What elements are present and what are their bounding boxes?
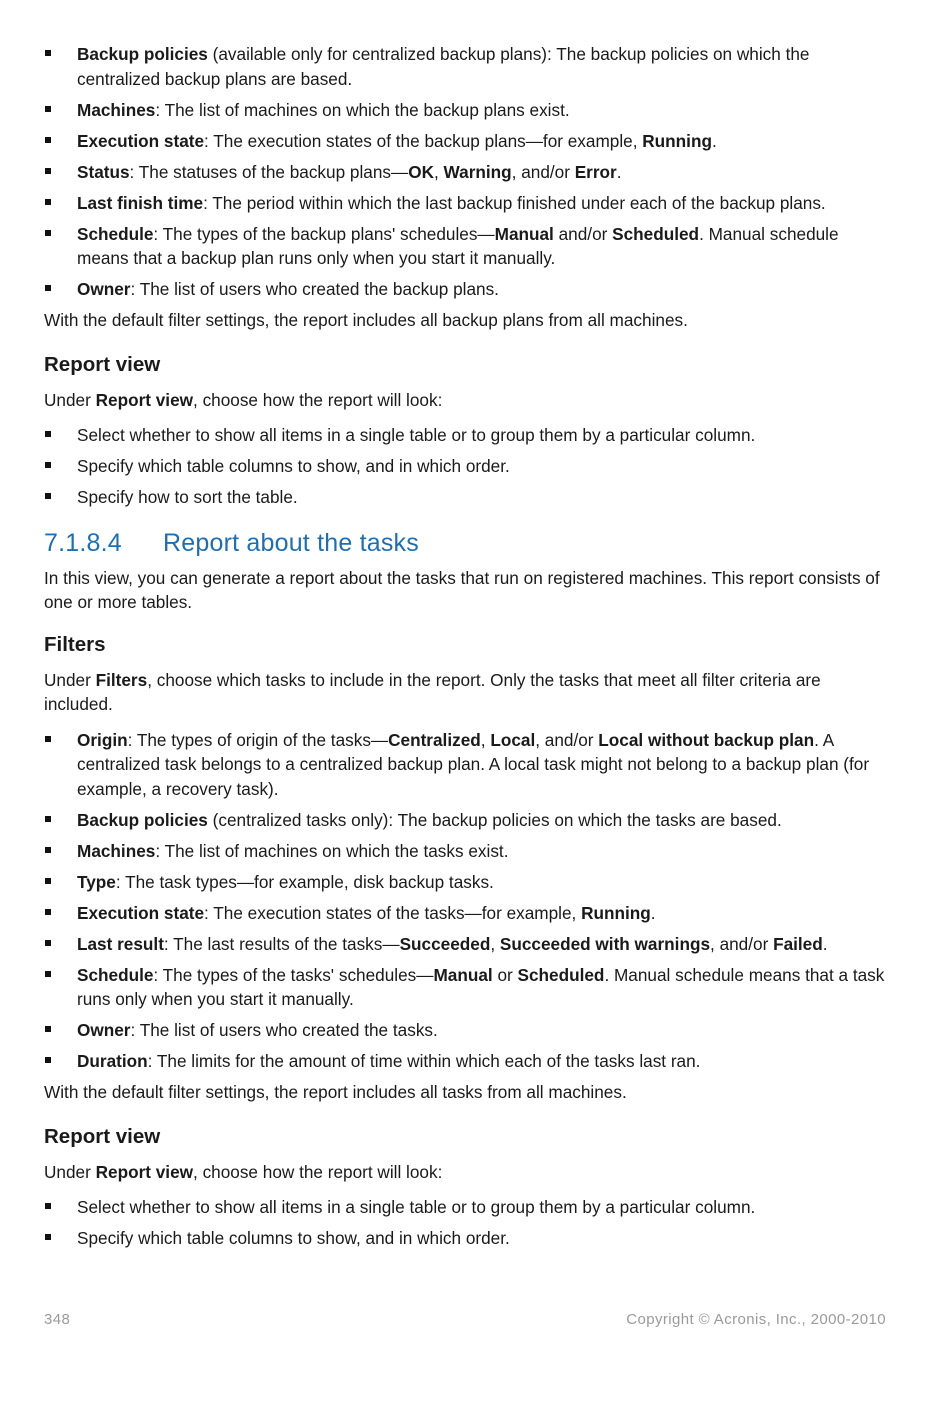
text-run: : The last results of the tasks— <box>163 933 400 954</box>
list-item <box>44 963 886 1012</box>
bold-term: Machines <box>77 840 156 861</box>
text-run: . Manual schedule means that a backup plan runs only when you start it manually. <box>77 223 839 268</box>
list-item <box>44 42 886 91</box>
list-item <box>44 277 886 302</box>
list-item <box>44 839 886 864</box>
text-run: , and/or <box>710 933 774 954</box>
copyright-notice: Copyright © Acronis, Inc., 2000-2010 <box>626 1311 886 1328</box>
bold-term: Backup policies <box>77 44 208 64</box>
text-run: . <box>711 130 717 151</box>
text-run: Under <box>44 389 96 410</box>
text-run: (available only for centralized backup plans): The backup policies on which the centralized backup plans are based. <box>77 44 810 89</box>
list-item: Specify which table columns to show, and in which order. <box>44 454 886 479</box>
list-item: Specify which table columns to show, and in which order. <box>44 1226 886 1251</box>
bold-term: Local <box>490 729 536 750</box>
bold-term: Local without backup plan <box>598 729 815 750</box>
text-run: , and/or <box>535 729 599 750</box>
list-item <box>44 901 886 926</box>
text-run: Under <box>44 669 96 690</box>
bold-term: Warning <box>443 161 512 182</box>
text-run: , <box>490 933 500 954</box>
report-view-intro-2 <box>44 1160 886 1185</box>
bold-term: Succeeded with warnings <box>499 933 711 954</box>
text-run: : The limits for the amount of time within which each of the tasks last ran. <box>147 1051 701 1071</box>
section-intro: In this view, you can generate a report about the tasks that run on registered machines. This report consists of one or more tables. <box>44 567 880 612</box>
backup-plan-filter-list <box>44 42 886 302</box>
text-run: , <box>433 161 444 182</box>
task-filter-list <box>44 728 886 1074</box>
bold-term: Last finish time <box>77 192 204 213</box>
bold-term: Centralized <box>388 729 481 750</box>
text-run: (centralized tasks only): The backup policies on which the tasks are based. <box>207 809 782 830</box>
page-content <box>44 42 886 1257</box>
report-view-intro <box>44 388 886 413</box>
list-item <box>44 129 886 154</box>
text-run: . <box>650 902 656 923</box>
report-view-list-2 <box>44 1195 886 1251</box>
bold-term: Running <box>642 130 712 151</box>
text-run: : The execution states of the backup plans—for example, <box>204 130 643 151</box>
list-item <box>44 1018 886 1043</box>
text-run: : The list of users who created the backup plans. <box>130 279 499 299</box>
filters-intro <box>44 668 886 717</box>
list-item <box>44 191 886 216</box>
text-run: , <box>480 729 491 750</box>
list-item <box>44 98 886 123</box>
text-run: : The execution states of the tasks—for example, <box>204 902 582 923</box>
text-run: : The period within which the last backup finished under each of the backup plans. <box>203 192 826 213</box>
section-number: 7.1.8.4 <box>44 528 122 557</box>
text-run: . A centralized task belongs to a centralized backup plan. A local task might not belong to a backup plan (for example, a recovery task). <box>77 729 870 799</box>
page-number: 348 <box>44 1311 71 1328</box>
text-run: , and/or <box>511 161 575 182</box>
list-item <box>44 808 886 833</box>
text-run: , choose how the report will look: <box>193 389 443 410</box>
section-title: Report about the tasks <box>163 528 419 557</box>
bold-term: Scheduled <box>517 964 605 985</box>
text-run: or <box>492 964 518 985</box>
bold-term: Duration <box>77 1051 148 1071</box>
bold-term: OK <box>408 161 434 182</box>
bold-term: Origin <box>77 729 128 750</box>
text-run: : The types of the backup plans' schedules— <box>153 223 495 244</box>
text-run: : The list of machines on which the tasks exist. <box>155 840 509 861</box>
section-heading <box>44 528 886 558</box>
text-run: and/or <box>553 223 613 244</box>
backup-plans-default-note: With the default filter settings, the report includes all backup plans from all machines. <box>44 310 688 330</box>
bold-term: Scheduled <box>612 223 700 244</box>
text-run: : The types of origin of the tasks— <box>127 729 389 750</box>
bold-term: Last result <box>77 933 164 954</box>
bold-term: Type <box>77 871 116 892</box>
bold-term: Report view <box>95 389 194 410</box>
bold-term: Machines <box>77 99 156 120</box>
text-run: . <box>616 161 622 182</box>
bold-term: Running <box>581 902 651 923</box>
list-item: Select whether to show all items in a single table or to group them by a particular column. <box>44 423 886 448</box>
bold-term: Error <box>574 161 617 182</box>
list-item: Specify how to sort the table. <box>44 485 886 510</box>
text-run: : The types of the tasks' schedules— <box>153 964 434 985</box>
text-run: , choose how the report will look: <box>193 1161 443 1182</box>
text-run: : The list of users who created the tasks. <box>130 1020 438 1040</box>
bold-term: Execution state <box>77 130 205 151</box>
text-run: : The list of machines on which the backup plans exist. <box>155 99 570 120</box>
bold-term: Owner <box>77 1020 131 1040</box>
list-item <box>44 870 886 895</box>
list-item <box>44 728 886 802</box>
list-item: Select whether to show all items in a single table or to group them by a particular column. <box>44 1195 886 1220</box>
report-view-heading-2: Report view <box>44 1124 161 1148</box>
list-item <box>44 932 886 957</box>
list-item <box>44 160 886 185</box>
bold-term: Owner <box>77 279 131 299</box>
bold-term: Backup policies <box>77 809 208 830</box>
bold-term: Schedule <box>77 964 154 985</box>
report-view-list <box>44 423 886 510</box>
text-run: : The task types—for example, disk backup tasks. <box>115 871 494 892</box>
filters-heading: Filters <box>44 632 106 656</box>
bold-term: Execution state <box>77 902 205 923</box>
list-item <box>44 222 886 271</box>
report-view-heading: Report view <box>44 352 161 376</box>
text-run: , choose which tasks to include in the report. Only the tasks that meet all filter criteria are included. <box>44 669 821 714</box>
bold-term: Filters <box>95 669 148 690</box>
bold-term: Manual <box>433 964 493 985</box>
bold-term: Schedule <box>77 223 154 244</box>
text-run: : The statuses of the backup plans— <box>129 161 409 182</box>
text-run: . Manual schedule means that a task runs only when you start it manually. <box>77 964 885 1009</box>
bold-term: Status <box>77 161 130 182</box>
bold-term: Manual <box>494 223 554 244</box>
bold-term: Report view <box>95 1161 194 1182</box>
tasks-default-note: With the default filter settings, the report includes all tasks from all machines. <box>44 1082 627 1102</box>
bold-term: Succeeded <box>399 933 491 954</box>
list-item <box>44 1049 886 1074</box>
text-run: . <box>822 933 828 954</box>
text-run: Under <box>44 1161 96 1182</box>
bold-term: Failed <box>773 933 823 954</box>
